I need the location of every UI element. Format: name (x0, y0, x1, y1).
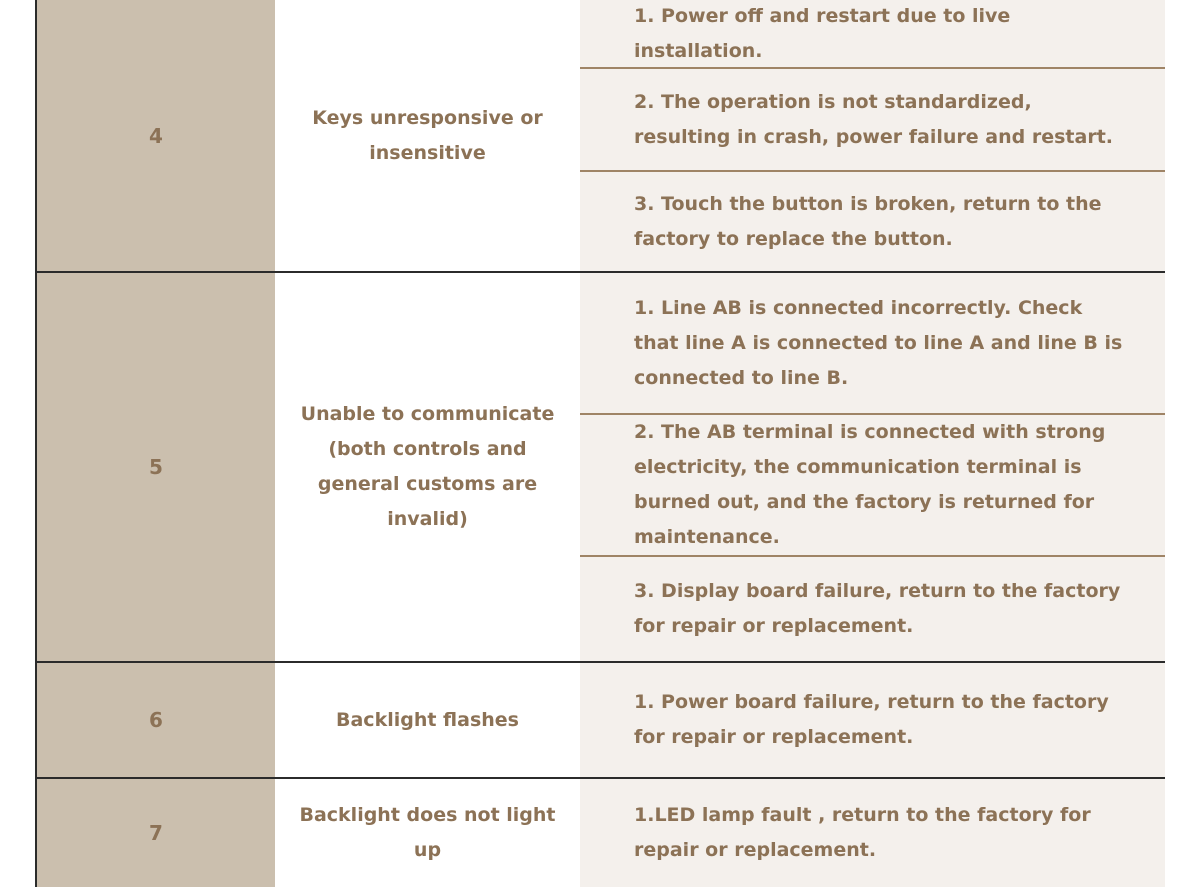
issue-cell: Keys unresponsive or insensitive (275, 0, 580, 271)
cause-item: 3. Touch the button is broken, return to the factory to replace the button. (634, 192, 1102, 250)
cause-item: 1. Power board failure, return to the factory for repair or replacement. (634, 691, 1109, 748)
causes-cell (580, 779, 1165, 887)
row-number: 6 (37, 663, 275, 777)
row-number: 7 (37, 779, 275, 887)
troubleshooting-table (35, 0, 1165, 887)
row-number: 4 (37, 0, 275, 271)
table-row (37, 663, 1163, 779)
causes-cell (580, 273, 1165, 661)
cause-item: 1. Power off and restart due to live installation. (580, 0, 1165, 69)
causes-cell (580, 0, 1165, 271)
table-row (37, 779, 1163, 887)
causes-cell (580, 663, 1165, 777)
issue-cell: Unable to communicate (both controls and general customs are invalid) (275, 273, 580, 661)
table-row (37, 0, 1163, 273)
row-number: 5 (37, 273, 275, 661)
cause-item: 2. The operation is not standardized, resulting in crash, power failure and restart. (580, 69, 1165, 172)
cause-item: 1.LED lamp fault , return to the factory for repair or replacement. (634, 804, 1091, 861)
issue-cell: Backlight flashes (275, 663, 580, 777)
issue-cell: Backlight does not light up (275, 779, 580, 887)
cause-item: 2. The AB terminal is connected with strong electricity, the communication terminal is burned out, and the factory is returned for maintenance. (580, 415, 1165, 557)
cause-item: 3. Display board failure, return to the factory for repair or replacement. (634, 580, 1121, 637)
table-row (37, 273, 1163, 663)
cause-item: 1. Line AB is connected incorrectly. Check that line A is connected to line A and line B is connected to line B. (580, 273, 1165, 415)
